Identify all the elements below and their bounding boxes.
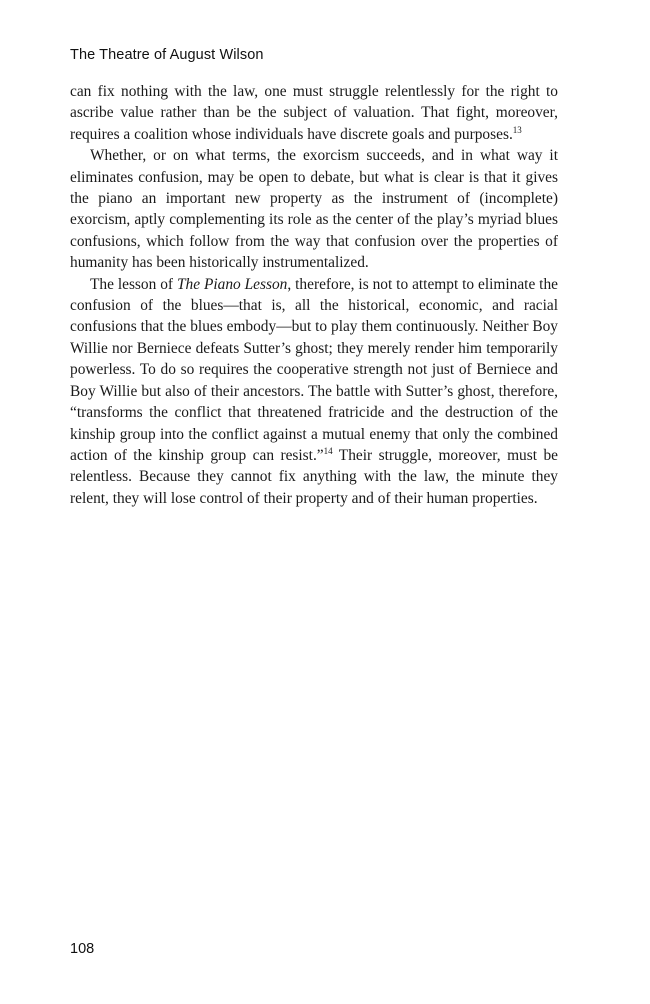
running-head: The Theatre of August Wilson [70,47,264,63]
paragraph-text: Whether, or on what terms, the exorcism succeeds, and in what way it eliminates confusion, may be open to debate, but what is clear is that it gives the piano an important new property as the instrument of (incomplete) exorcism, aptly complementing its role as the center of the play’s myriad blues confusions, which follow from the way that confusion over the properties of humanity has been historically instrumentalized. [70,147,558,272]
page-number: 108 [70,941,95,957]
paragraph [70,145,558,273]
paragraph-text-continued: Their struggle, moreover, must be relentless. Because they cannot fix anything with the law, the minute they relent, they will lose control of their property and of their human properties. [70,446,558,507]
paragraph-text: , therefore, is not to attempt to eliminate the confusion of the blues—that is, all the historical, economic, and racial confusions that the blues embody—but to play them continuously. Neither Boy Willie nor Berniece defeats Sutter’s ghost; they merely render him temporarily powerless. To do so requires the cooperative strength not just of Berniece and Boy Willie but also of their ancestors. The battle with Sutter’s ghost, therefore, “transforms the conflict that threatened fratricide and the destruction of the kinship group into the conflict against a mutual enemy that only the combined action of the kinship group can resist.” [70,275,558,464]
play-title: The Piano Lesson [176,275,288,293]
paragraph-lead: The lesson of [90,275,177,293]
paragraph-continued [70,81,558,145]
paragraph [70,274,558,509]
body-text [70,81,558,509]
footnote-marker: 14 [323,445,333,456]
footnote-marker: 13 [512,124,522,135]
paragraph-text: can fix nothing with the law, one must struggle relentlessly for the right to ascribe value rather than be the subject of valuation. That fight, moreover, requires a coalition whose individuals have discrete goals and purposes. [70,83,558,143]
